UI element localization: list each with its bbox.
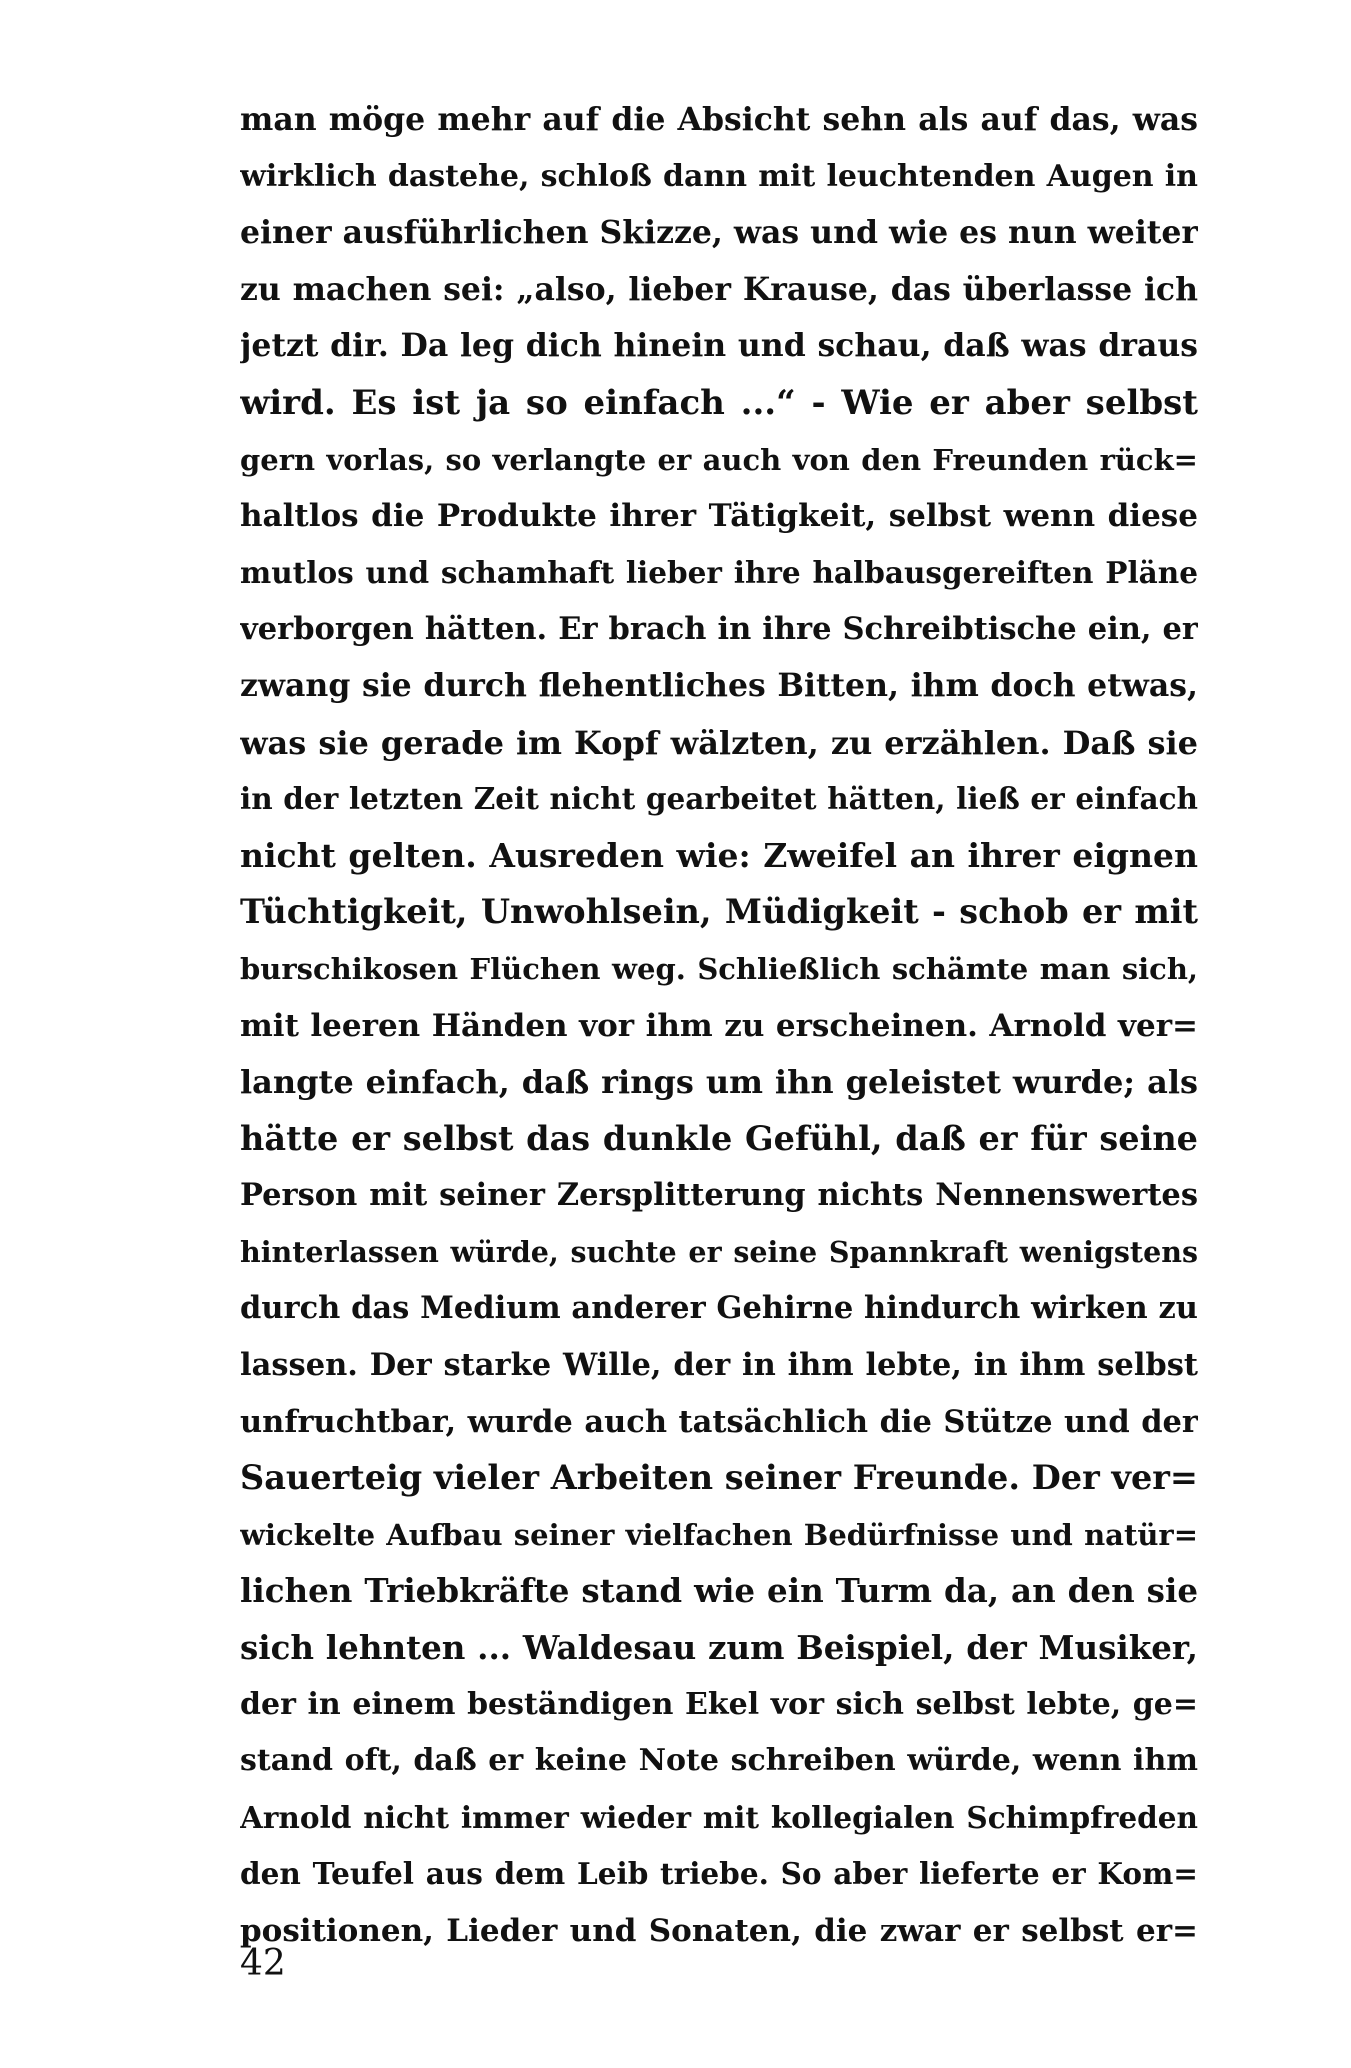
text-line: lichen Triebkräfte stand wie ein Turm da, an den sie xyxy=(240,1571,1198,1611)
text-line: Tüchtigkeit, Unwohlsein, Müdigkeit - schob er mit xyxy=(240,892,1198,932)
text-line: mit leeren Händen vor ihm zu erscheinen. Arnold ver= xyxy=(240,1007,1198,1044)
text-line: in der letzten Zeit nicht gearbeitet hätten, ließ er einfach xyxy=(240,781,1198,817)
text-line: hinterlassen würde, suchte er seine Spannkraft wenigstens xyxy=(240,1234,1198,1269)
text-line: der in einem beständigen Ekel vor sich selbst lebte, ge= xyxy=(240,1686,1198,1722)
text-line: Sauerteig vieler Arbeiten seiner Freunde. Der ver= xyxy=(240,1458,1198,1498)
text-line: burschikosen Flüchen weg. Schließlich schämte man sich, xyxy=(240,951,1198,986)
text-line: zwang sie durch flehentliches Bitten, ihm doch etwas, xyxy=(240,666,1198,704)
text-line: mutlos und schamhaft lieber ihre halbausgereiften Pläne xyxy=(240,554,1198,590)
text-line: lassen. Der starke Wille, der in ihm lebte, in ihm selbst xyxy=(240,1347,1198,1384)
text-line: was sie gerade im Kopf wälzten, zu erzählen. Daß sie xyxy=(240,723,1198,762)
text-line: haltlos die Produkte ihrer Tätigkeit, selbst wenn diese xyxy=(240,498,1198,535)
text-line: sich lehnten ... Waldesau zum Beispiel, der Musiker, xyxy=(240,1628,1198,1668)
text-line: verborgen hätten. Er brach in ihre Schreibtische ein, er xyxy=(240,611,1198,648)
text-line: langte einfach, daß rings um ihn geleistet wurde; als xyxy=(240,1063,1198,1102)
page-number: 42 xyxy=(240,1943,286,1984)
text-line: gern vorlas, so verlangte er auch von den Freunden rück= xyxy=(240,442,1198,477)
text-line: man möge mehr auf die Absicht sehn als auf das, was xyxy=(240,101,1198,138)
body-text xyxy=(240,92,1198,1960)
text-line: den Teufel aus dem Leib triebe. So aber lieferte er Kom= xyxy=(240,1856,1198,1892)
text-line: wickelte Aufbau seiner vielfachen Bedürfnisse und natür= xyxy=(240,1517,1198,1552)
text-line: zu machen sei: „also, lieber Krause, das überlasse ich xyxy=(240,270,1198,308)
text-line: durch das Medium anderer Gehirne hindurch wirken zu xyxy=(240,1290,1198,1327)
text-line: positionen, Lieder und Sonaten, die zwar er selbst er= xyxy=(240,1913,1198,1949)
text-line: stand oft, daß er keine Note schreiben würde, wenn ihm xyxy=(240,1743,1198,1779)
text-line: jetzt dir. Da leg dich hinein und schau, daß was draus xyxy=(240,327,1198,365)
text-line: unfruchtbar, wurde auch tatsächlich die Stütze und der xyxy=(240,1403,1198,1440)
text-line: wird. Es ist ja so einfach ...“ - Wie er aber selbst xyxy=(240,382,1198,423)
text-line: Person mit seiner Zersplitterung nichts Nennenswertes xyxy=(240,1177,1198,1214)
text-line: einer ausführlichen Skizze, was und wie es nun weiter xyxy=(240,214,1198,252)
text-line: Arnold nicht immer wieder mit kollegialen Schimpfreden xyxy=(240,1799,1198,1835)
text-line: wirklich dastehe, schloß dann mit leuchtenden Augen in xyxy=(240,158,1198,194)
text-line: hätte er selbst das dunkle Gefühl, daß er für seine xyxy=(240,1118,1198,1158)
text-line: nicht gelten. Ausreden wie: Zweifel an ihrer eignen xyxy=(240,835,1198,875)
